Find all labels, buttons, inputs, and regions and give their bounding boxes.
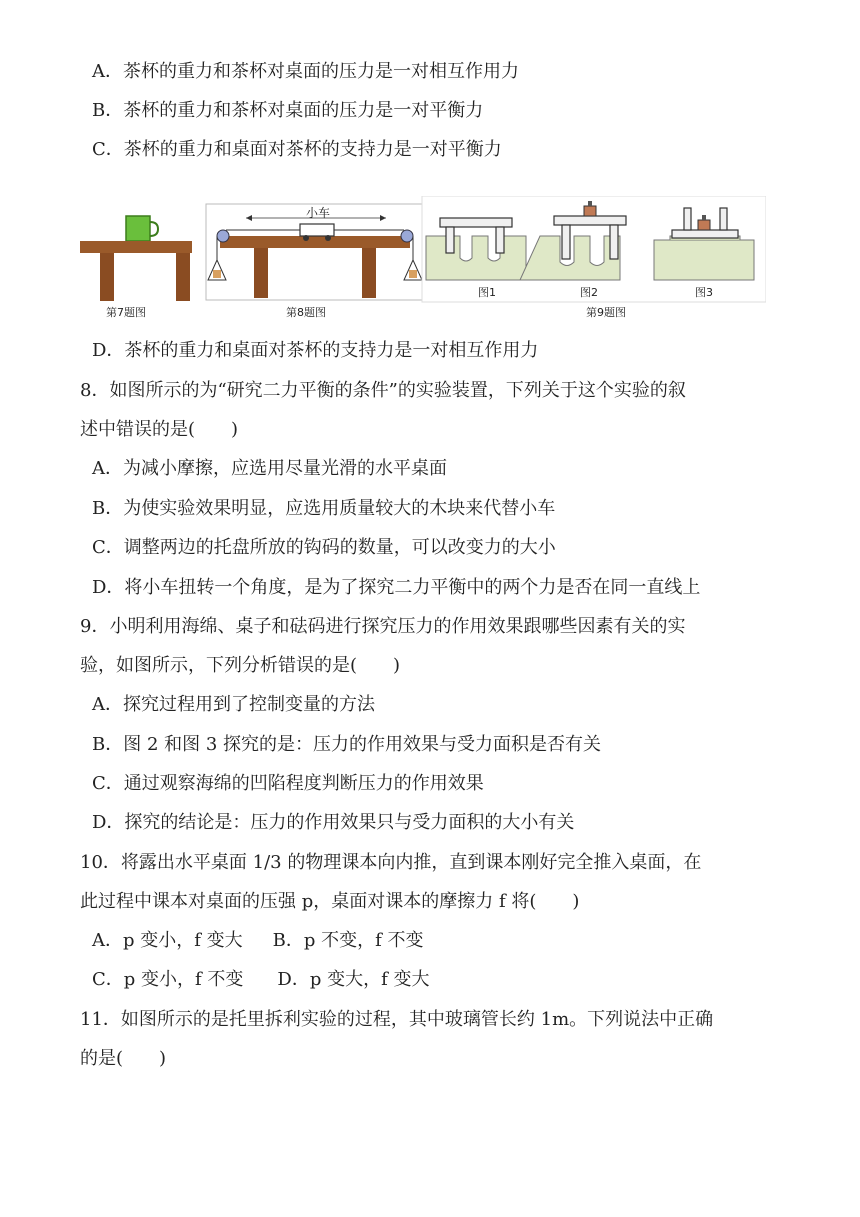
q11-stem-line2: 的是( ) [80, 1048, 167, 1069]
q9-option-b: B．图 2 和图 3 探究的是：压力的作用效果与受力面积是否有关 [92, 734, 602, 755]
q10-option-d: D．p 变大，f 变大 [277, 969, 430, 990]
fig9-3-label: 图3 [695, 286, 713, 299]
fig7-table-cup [80, 196, 206, 302]
q7-option-d: D．茶杯的重力和桌面对茶杯的支持力是一对相互作用力 [92, 340, 539, 361]
q10-options-row1 [92, 929, 424, 953]
q7-option-a: A．茶杯的重力和茶杯对桌面的压力是一对相互作用力 [92, 61, 519, 82]
q8-option-c: C．调整两边的托盘所放的钩码的数量，可以改变力的大小 [92, 537, 556, 558]
q9-stem-line1: 9．小明利用海绵、桌子和砝码进行探究压力的作用效果跟哪些因素有关的实 [80, 616, 686, 637]
q9-option-a: A．探究过程用到了控制变量的方法 [92, 694, 375, 715]
q10-stem-line1: 10．将露出水平桌面 1/3 的物理课本向内推，直到课本刚好完全推入桌面，在 [80, 852, 702, 873]
q10-stem-line2: 此过程中课本对桌面的压强 p，桌面对课本的摩擦力 f 将( ) [80, 891, 580, 912]
q9-stem-line2: 验，如图所示，下列分析错误的是( ) [80, 655, 401, 676]
q8-stem-line2: 述中错误的是( ) [80, 419, 239, 440]
figure-illustrations [80, 196, 766, 320]
q11-stem-line1: 11．如图所示的是托里拆利实验的过程，其中玻璃管长约 1m。下列说法中正确 [80, 1009, 714, 1030]
fig8-car-label: 小车 [306, 206, 331, 220]
q10-option-b: B．p 不变，f 不变 [272, 930, 424, 951]
fig7-caption: 第7题图 [106, 306, 146, 319]
q10-options-row2 [92, 968, 429, 992]
q9-option-c: C．通过观察海绵的凹陷程度判断压力的作用效果 [92, 773, 484, 794]
fig8-caption: 第8题图 [286, 306, 326, 319]
q9-option-d: D．探究的结论是：压力的作用效果只与受力面积的大小有关 [92, 812, 575, 833]
fig9-2-label: 图2 [580, 286, 598, 299]
q7-option-c: C．茶杯的重力和桌面对茶杯的支持力是一对平衡力 [92, 139, 502, 160]
q8-stem-line1: 8．如图所示的为“研究二力平衡的条件”的实验装置，下列关于这个实验的叙 [80, 380, 686, 401]
q10-option-a: A．p 变小，f 变大 [92, 930, 243, 951]
figure-strip [80, 196, 766, 320]
fig9-caption: 第9题图 [586, 306, 626, 319]
q8-option-b: B．为使实验效果明显，应选用质量较大的木块来代替小车 [92, 498, 556, 519]
q8-option-a: A．为减小摩擦，应选用尽量光滑的水平桌面 [92, 458, 447, 479]
q7-option-b: B．茶杯的重力和茶杯对桌面的压力是一对平衡力 [92, 100, 484, 121]
q10-option-c: C．p 变小，f 不变 [92, 969, 244, 990]
q8-option-d: D．将小车扭转一个角度，是为了探究二力平衡中的两个力是否在同一直线上 [92, 577, 701, 598]
fig9-1-label: 图1 [478, 286, 496, 299]
